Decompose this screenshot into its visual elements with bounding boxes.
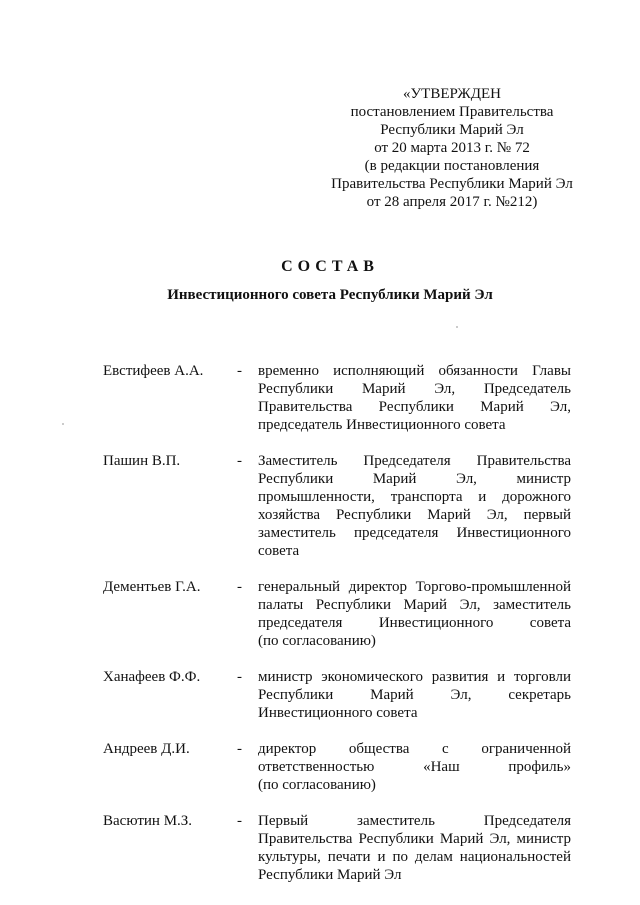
approval-line: постановлением Правительства <box>350 104 554 120</box>
member-role <box>258 578 571 650</box>
role-line: культуры, печати и по делам национальностей <box>258 849 571 865</box>
member-name: Ханафеев Ф.Ф. <box>103 669 201 685</box>
role-line: хозяйства Республики Марий Эл, первый <box>258 507 571 523</box>
role-line: Первый заместитель Председателя <box>258 813 571 829</box>
role-line: промышленности, транспорта и дорожного <box>258 489 571 505</box>
role-line: (по согласованию) <box>258 633 376 649</box>
role-line: заместитель председателя Инвестиционного <box>258 525 571 541</box>
scan-speck <box>456 326 458 328</box>
member-name: Евстифеев А.А. <box>103 363 204 379</box>
role-line: министр экономического развития и торговли <box>258 669 571 685</box>
role-line: Республики Марий Эл, Председатель <box>258 381 571 397</box>
scan-speck <box>62 423 64 425</box>
approval-line: от 28 апреля 2017 г. №212) <box>366 194 538 210</box>
role-line: Инвестиционного совета <box>258 705 418 721</box>
approval-line: (в редакции постановления <box>364 158 540 174</box>
document-subtitle: Инвестиционного совета Республики Марий Эл <box>167 287 493 303</box>
member-role <box>258 362 571 434</box>
role-line: Заместитель Председателя Правительства <box>258 453 571 469</box>
list-item <box>103 740 573 794</box>
member-dash: - <box>237 579 242 595</box>
member-dash: - <box>237 453 242 469</box>
member-role <box>258 668 571 722</box>
role-line: председатель Инвестиционного совета <box>258 417 506 433</box>
role-line: председателя Инвестиционного совета <box>258 615 571 631</box>
member-dash: - <box>237 813 242 829</box>
member-role <box>258 740 571 794</box>
member-dash: - <box>237 741 242 757</box>
member-name: Андреев Д.И. <box>103 741 190 757</box>
member-role <box>258 452 571 560</box>
approval-line: Правительства Республики Марий Эл <box>331 176 573 192</box>
role-line: Республики Марий Эл, министр <box>258 471 571 487</box>
role-line: Правительства Республики Марий Эл, <box>258 399 571 415</box>
role-line: совета <box>258 543 300 559</box>
document-title: СОСТАВ <box>281 258 379 275</box>
list-item <box>103 812 573 884</box>
member-dash: - <box>237 669 242 685</box>
list-item <box>103 452 573 560</box>
approval-line: «УТВЕРЖДЕН <box>403 86 501 102</box>
member-name: Дементьев Г.А. <box>103 579 201 595</box>
list-item <box>103 362 573 434</box>
member-name: Васютин М.З. <box>103 813 193 829</box>
member-name: Пашин В.П. <box>103 453 181 469</box>
approval-stamp-block <box>312 85 592 211</box>
list-item <box>103 578 573 650</box>
role-line: Республики Марий Эл, секретарь <box>258 687 571 703</box>
role-line: директор общества с ограниченной <box>258 741 571 757</box>
approval-line: от 20 марта 2013 г. № 72 <box>374 140 530 156</box>
member-dash: - <box>237 363 242 379</box>
member-role <box>258 812 571 884</box>
role-line: генеральный директор Торгово-промышленной <box>258 579 571 595</box>
role-line: палаты Республики Марий Эл, заместитель <box>258 597 571 613</box>
list-item <box>103 668 573 722</box>
role-line: Правительства Республики Марий Эл, министр <box>258 831 571 847</box>
members-list <box>103 362 573 884</box>
approval-line: Республики Марий Эл <box>380 122 524 138</box>
role-line: ответственностью «Наш профиль» <box>258 759 571 775</box>
role-line: (по согласованию) <box>258 777 376 793</box>
role-line: временно исполняющий обязанности Главы <box>258 363 571 379</box>
role-line: Республики Марий Эл <box>258 867 402 883</box>
